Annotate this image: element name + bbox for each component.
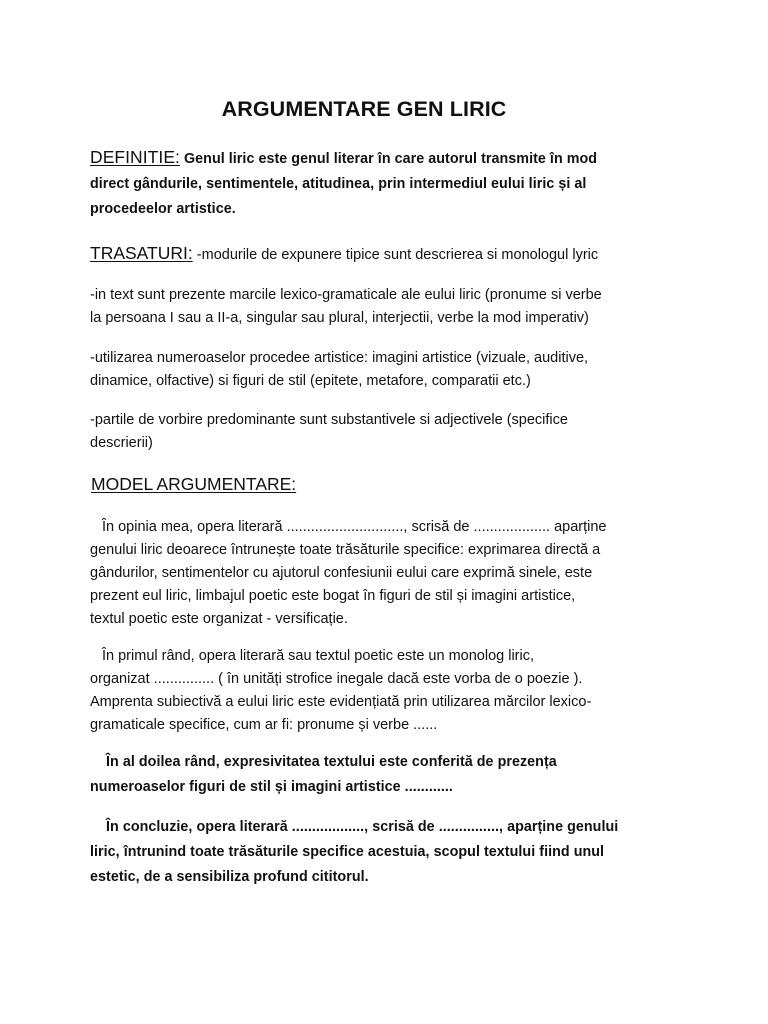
definition-line: procedeelor artistice. (90, 201, 236, 217)
model-paragraph-1 (90, 516, 690, 631)
model-line: În opinia mea, opera literară ............................., scrisă de ................... aparține (102, 519, 607, 535)
model-line: estetic, de a sensibiliza profund cititorul. (90, 869, 369, 885)
model-paragraph-3 (90, 750, 690, 800)
traits-line: -partile de vorbire predominante sunt substantivele si adjectivele (specifice (90, 412, 568, 428)
model-paragraph-4 (90, 815, 690, 890)
model-line: gândurilor, sentimentelor cu ajutorul confesiunii eului care exprimă sinele, este (90, 565, 593, 581)
model-line: În al doilea rând, expresivitatea textului este conferită de prezența (106, 754, 557, 770)
model-line: prezent eul liric, limbajul poetic este bogat în figuri de stil și imagini artistice, (90, 588, 576, 604)
model-line: Amprenta subiectivă a eului liric este evidențiată prin utilizarea mărcilor lexico- (90, 694, 592, 710)
definition-line: Genul liric este genul literar în care autorul transmite în mod (183, 151, 598, 167)
model-line: În concluzie, opera literară .................., scrisă de ..............., aparține genului (106, 819, 619, 835)
definition-label: DEFINITIE: (90, 147, 180, 167)
traits-label: TRASATURI: (90, 243, 193, 263)
model-line: textul poetic este organizat - versificație. (90, 611, 348, 627)
definition-paragraph (90, 145, 690, 222)
traits-line: -in text sunt prezente marcile lexico-gramaticale ale eului liric (pronume si verbe (90, 287, 602, 303)
model-line: În primul rând, opera literară sau textul poetic este un monolog liric, (102, 648, 534, 664)
definition-line: direct gândurile, sentimentele, atitudinea, prin intermediul eului liric și al (90, 176, 587, 192)
model-line: numeroaselor figuri de stil și imagini artistice ............ (90, 779, 453, 795)
traits-line: -modurile de expunere tipice sunt descrierea si monologul lyric (196, 247, 599, 263)
traits-item (90, 284, 690, 330)
traits-line: -utilizarea numeroaselor procedee artistice: imagini artistice (vizuale, auditive, (90, 350, 589, 366)
model-paragraph-2 (90, 645, 690, 737)
model-line: liric, întrunind toate trăsăturile specifice acestuia, scopul textului fiind unul (90, 844, 605, 860)
model-heading: MODEL ARGUMENTARE: (91, 474, 297, 494)
traits-first-line (90, 242, 690, 267)
traits-line: dinamice, olfactive) si figuri de stil (epitete, metafore, comparatii etc.) (90, 373, 531, 389)
page-title: ARGUMENTARE GEN LIRIC (221, 97, 507, 121)
model-line: gramaticale specifice, cum ar fi: pronume și verbe ...... (90, 717, 438, 733)
model-line: genului liric deoarece întrunește toate trăsăturile specifice: exprimarea directă a (90, 542, 601, 558)
model-line: organizat ............... ( în unități strofice inegale dacă este vorba de o poezie ). (90, 671, 583, 687)
traits-item (90, 347, 690, 393)
traits-line: la persoana I sau a II-a, singular sau plural, interjectii, verbe la mod imperativ) (90, 310, 589, 326)
traits-line: descrierii) (90, 435, 153, 451)
traits-item (90, 409, 690, 455)
